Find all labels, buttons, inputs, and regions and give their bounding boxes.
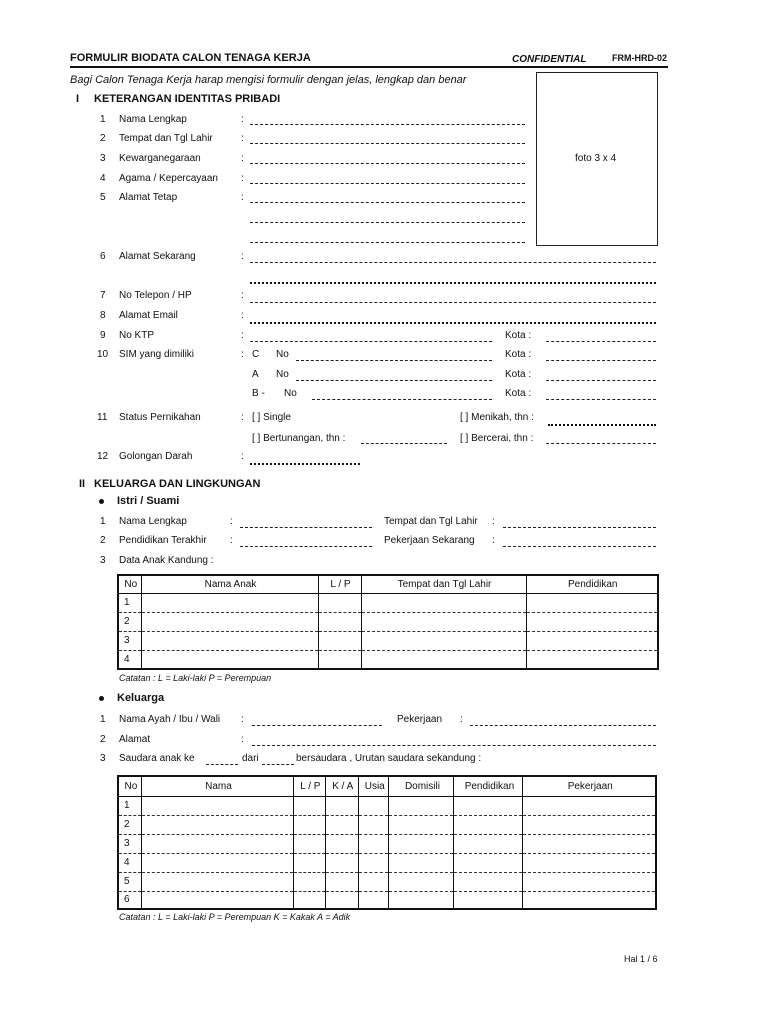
field-sim-c[interactable] bbox=[296, 360, 492, 361]
item-no: 4 bbox=[100, 173, 106, 184]
table-cell[interactable] bbox=[359, 796, 389, 815]
table-cell[interactable] bbox=[294, 853, 325, 872]
table-cell[interactable] bbox=[389, 853, 454, 872]
table-cell[interactable] bbox=[523, 796, 656, 815]
kota-label: Kota : bbox=[505, 330, 532, 341]
label-ktp: No KTP bbox=[119, 330, 155, 341]
item-no: 8 bbox=[100, 310, 106, 321]
col-header: Nama Anak bbox=[141, 575, 318, 593]
table-cell[interactable] bbox=[523, 872, 656, 891]
field-telepon[interactable] bbox=[250, 302, 656, 303]
col-header: Pendidikan bbox=[454, 776, 523, 796]
row-no: 4 bbox=[118, 650, 141, 669]
col-header: L / P bbox=[294, 776, 325, 796]
sim-type-c: C bbox=[252, 349, 260, 360]
table-row bbox=[118, 834, 656, 853]
colon: : bbox=[241, 290, 244, 301]
siblings-table bbox=[117, 775, 657, 910]
col-header: No bbox=[118, 776, 141, 796]
table-cell[interactable] bbox=[141, 796, 293, 815]
field-nama-lengkap[interactable] bbox=[250, 124, 525, 125]
row-no: 2 bbox=[118, 612, 141, 631]
item-no: 12 bbox=[97, 451, 109, 462]
table-row bbox=[118, 872, 656, 891]
col-header: K / A bbox=[325, 776, 358, 796]
item-no: 3 bbox=[100, 753, 106, 764]
siblings-note: Catatan : L = Laki-laki P = Perempuan K = Kakak A = Adik bbox=[119, 912, 351, 922]
label-telepon: No Telepon / HP bbox=[119, 290, 192, 301]
colon: : bbox=[492, 516, 495, 527]
item-no: 11 bbox=[97, 412, 108, 423]
sim-no-label: No bbox=[276, 349, 289, 360]
table-cell[interactable] bbox=[318, 631, 361, 650]
col-header: Usia bbox=[359, 776, 389, 796]
label-alamat-tetap: Alamat Tetap bbox=[119, 192, 178, 203]
field-alamat-sekarang-2[interactable] bbox=[250, 282, 656, 284]
colon: : bbox=[241, 451, 244, 462]
row-no: 1 bbox=[118, 796, 141, 815]
field-dari[interactable] bbox=[262, 764, 294, 765]
label-kewarganegaraan: Kewarganegaraan bbox=[119, 153, 201, 164]
field-pekerjaan-wali[interactable] bbox=[470, 725, 656, 726]
colon: : bbox=[460, 714, 463, 725]
table-cell[interactable] bbox=[454, 796, 523, 815]
bullet-icon bbox=[99, 499, 104, 504]
table-cell[interactable] bbox=[141, 853, 293, 872]
table-row bbox=[118, 891, 656, 909]
table-cell[interactable] bbox=[359, 872, 389, 891]
spouse-title: Istri / Suami bbox=[117, 495, 180, 507]
label-data-anak: Data Anak Kandung : bbox=[119, 555, 214, 566]
table-cell[interactable] bbox=[141, 872, 293, 891]
table-cell[interactable] bbox=[523, 815, 656, 834]
table-cell[interactable] bbox=[141, 650, 318, 669]
label-saudara-anak-ke: Saudara anak ke bbox=[119, 753, 195, 764]
label-spouse-nama: Nama Lengkap bbox=[119, 516, 187, 527]
kota-label: Kota : bbox=[505, 369, 532, 380]
field-spouse-pekerjaan[interactable] bbox=[503, 546, 656, 547]
colon: : bbox=[241, 349, 244, 360]
colon: : bbox=[241, 412, 244, 423]
table-cell[interactable] bbox=[325, 872, 358, 891]
field-nama-ayah-ibu[interactable] bbox=[252, 725, 382, 726]
table-cell[interactable] bbox=[454, 834, 523, 853]
field-bertunangan-thn[interactable] bbox=[361, 443, 447, 444]
page-number: Hal 1 / 6 bbox=[624, 954, 658, 964]
bullet-icon bbox=[99, 696, 104, 701]
label-alamat-keluarga: Alamat bbox=[119, 734, 151, 745]
status-single-checkbox[interactable]: [ ] Single bbox=[252, 412, 291, 423]
colon: : bbox=[230, 516, 233, 527]
section2-roman: II bbox=[79, 478, 86, 490]
table-cell[interactable] bbox=[454, 853, 523, 872]
item-no: 5 bbox=[100, 192, 106, 203]
table-row bbox=[118, 853, 656, 872]
colon: : bbox=[241, 714, 244, 725]
item-no: 2 bbox=[100, 734, 106, 745]
table-cell[interactable] bbox=[361, 650, 526, 669]
table-cell[interactable] bbox=[389, 891, 454, 909]
table-cell[interactable] bbox=[359, 834, 389, 853]
table-cell[interactable] bbox=[325, 815, 358, 834]
confidential-label: CONFIDENTIAL bbox=[512, 54, 587, 65]
form-title: FORMULIR BIODATA CALON TENAGA KERJA bbox=[70, 52, 311, 64]
item-no: 3 bbox=[100, 153, 106, 164]
status-menikah-checkbox[interactable]: [ ] Menikah, thn : bbox=[460, 412, 534, 423]
table-cell[interactable] bbox=[325, 796, 358, 815]
colon: : bbox=[241, 153, 244, 164]
photo-box bbox=[536, 72, 658, 246]
label-status-pernikahan: Status Pernikahan bbox=[119, 412, 201, 423]
table-cell[interactable] bbox=[361, 631, 526, 650]
children-note: Catatan : L = Laki-laki P = Perempuan bbox=[119, 673, 272, 683]
table-cell[interactable] bbox=[141, 815, 293, 834]
label-spouse-pendidikan: Pendidikan Terakhir bbox=[119, 535, 207, 546]
label-dari: dari bbox=[242, 753, 259, 764]
intro-text: Bagi Calon Tenaga Kerja harap mengisi formulir dengan jelas, lengkap dan benar bbox=[70, 74, 467, 86]
table-cell[interactable] bbox=[454, 891, 523, 909]
row-no: 1 bbox=[118, 593, 141, 612]
table-row bbox=[118, 815, 656, 834]
table-row bbox=[118, 612, 658, 631]
field-alamat-tetap-2[interactable] bbox=[250, 222, 525, 223]
sim-no-label: No bbox=[276, 369, 289, 380]
item-no: 6 bbox=[100, 251, 106, 262]
sim-type-a: A bbox=[252, 369, 259, 380]
colon: : bbox=[241, 330, 244, 341]
field-agama[interactable] bbox=[250, 183, 525, 184]
table-cell[interactable] bbox=[325, 891, 358, 909]
row-no: 6 bbox=[118, 891, 141, 909]
table-cell[interactable] bbox=[389, 815, 454, 834]
col-header: Domisili bbox=[389, 776, 454, 796]
table-cell[interactable] bbox=[389, 872, 454, 891]
table-cell[interactable] bbox=[389, 796, 454, 815]
label-spouse-ttl: Tempat dan Tgl Lahir bbox=[384, 516, 478, 527]
table-cell[interactable] bbox=[361, 612, 526, 631]
header-rule bbox=[70, 66, 668, 68]
sim-type-b: B - bbox=[252, 388, 265, 399]
item-no: 1 bbox=[100, 516, 106, 527]
row-no: 4 bbox=[118, 853, 141, 872]
label-nama-ayah-ibu: Nama Ayah / Ibu / Wali bbox=[119, 714, 221, 725]
table-cell[interactable] bbox=[526, 631, 658, 650]
table-cell[interactable] bbox=[454, 872, 523, 891]
table-cell[interactable] bbox=[526, 593, 658, 612]
col-header: Pendidikan bbox=[526, 575, 658, 593]
field-bercerai-thn[interactable] bbox=[546, 443, 656, 444]
table-cell[interactable] bbox=[454, 815, 523, 834]
table-cell[interactable] bbox=[294, 872, 325, 891]
field-email[interactable] bbox=[250, 322, 656, 324]
colon: : bbox=[241, 114, 244, 125]
family-title: Keluarga bbox=[117, 692, 165, 704]
field-tempat-tgl-lahir[interactable] bbox=[250, 143, 525, 144]
table-row bbox=[118, 593, 658, 612]
table-cell[interactable] bbox=[523, 853, 656, 872]
field-sim-a-kota[interactable] bbox=[546, 380, 656, 381]
label-spouse-pekerjaan: Pekerjaan Sekarang bbox=[384, 535, 475, 546]
field-sim-c-kota[interactable] bbox=[546, 360, 656, 361]
table-row bbox=[118, 650, 658, 669]
table-cell[interactable] bbox=[523, 891, 656, 909]
col-header: Tempat dan Tgl Lahir bbox=[361, 575, 526, 593]
field-sim-a[interactable] bbox=[296, 380, 492, 381]
colon: : bbox=[241, 310, 244, 321]
table-cell[interactable] bbox=[526, 650, 658, 669]
colon: : bbox=[241, 133, 244, 144]
item-no: 7 bbox=[100, 290, 106, 301]
kota-label: Kota : bbox=[505, 388, 532, 399]
table-cell[interactable] bbox=[523, 834, 656, 853]
row-no: 3 bbox=[118, 631, 141, 650]
section1-roman: I bbox=[76, 93, 80, 105]
label-email: Alamat Email bbox=[119, 310, 178, 321]
field-ktp-kota[interactable] bbox=[546, 341, 656, 342]
table-cell[interactable] bbox=[141, 593, 318, 612]
row-no: 2 bbox=[118, 815, 141, 834]
table-cell[interactable] bbox=[318, 593, 361, 612]
table-cell[interactable] bbox=[359, 891, 389, 909]
label-pekerjaan-wali: Pekerjaan bbox=[397, 714, 443, 725]
colon: : bbox=[241, 173, 244, 184]
field-golongan-darah[interactable] bbox=[250, 463, 360, 465]
table-cell[interactable] bbox=[318, 650, 361, 669]
table-cell[interactable] bbox=[141, 834, 293, 853]
field-sim-b[interactable] bbox=[312, 399, 492, 400]
col-header: Nama bbox=[141, 776, 293, 796]
field-menikah-thn[interactable] bbox=[548, 424, 656, 426]
table-cell[interactable] bbox=[294, 815, 325, 834]
status-bertunangan-checkbox[interactable]: [ ] Bertunangan, thn : bbox=[252, 433, 346, 444]
item-no: 2 bbox=[100, 535, 106, 546]
item-no: 1 bbox=[100, 114, 106, 125]
field-alamat-sekarang-1[interactable] bbox=[250, 262, 656, 263]
form-code: FRM-HRD-02 bbox=[612, 53, 667, 63]
label-alamat-sekarang: Alamat Sekarang bbox=[119, 251, 196, 262]
item-no: 9 bbox=[100, 330, 106, 341]
table-cell[interactable] bbox=[294, 891, 325, 909]
children-table bbox=[117, 574, 659, 670]
item-no: 10 bbox=[97, 349, 109, 360]
field-alamat-keluarga[interactable] bbox=[252, 745, 656, 746]
table-cell[interactable] bbox=[361, 593, 526, 612]
item-no: 1 bbox=[100, 714, 106, 725]
table-cell[interactable] bbox=[526, 612, 658, 631]
field-spouse-pendidikan[interactable] bbox=[240, 546, 372, 547]
field-alamat-tetap-3[interactable] bbox=[250, 242, 525, 243]
col-header: L / P bbox=[318, 575, 361, 593]
field-kewarganegaraan[interactable] bbox=[250, 163, 525, 164]
photo-label: foto 3 x 4 bbox=[575, 153, 617, 164]
table-cell[interactable] bbox=[294, 796, 325, 815]
field-ktp[interactable] bbox=[250, 341, 492, 342]
colon: : bbox=[241, 251, 244, 262]
sim-no-label: No bbox=[284, 388, 297, 399]
table-cell[interactable] bbox=[141, 891, 293, 909]
item-no: 2 bbox=[100, 133, 106, 144]
row-no: 5 bbox=[118, 872, 141, 891]
table-cell[interactable] bbox=[359, 815, 389, 834]
status-bercerai-checkbox[interactable]: [ ] Bercerai, thn : bbox=[460, 433, 534, 444]
label-nama-lengkap: Nama Lengkap bbox=[119, 114, 187, 125]
field-spouse-ttl[interactable] bbox=[503, 527, 656, 528]
table-cell[interactable] bbox=[318, 612, 361, 631]
table-cell[interactable] bbox=[141, 631, 318, 650]
table-cell[interactable] bbox=[325, 834, 358, 853]
label-tempat-tgl-lahir: Tempat dan Tgl Lahir bbox=[119, 133, 213, 144]
field-sim-b-kota[interactable] bbox=[546, 399, 656, 400]
table-cell[interactable] bbox=[359, 853, 389, 872]
table-row bbox=[118, 631, 658, 650]
colon: : bbox=[230, 535, 233, 546]
colon: : bbox=[241, 192, 244, 203]
label-sim: SIM yang dimiliki bbox=[119, 349, 195, 360]
field-alamat-tetap-1[interactable] bbox=[250, 202, 525, 203]
kota-label: Kota : bbox=[505, 349, 532, 360]
table-cell[interactable] bbox=[389, 834, 454, 853]
colon: : bbox=[241, 734, 244, 745]
row-no: 3 bbox=[118, 834, 141, 853]
table-cell[interactable] bbox=[325, 853, 358, 872]
table-cell[interactable] bbox=[294, 834, 325, 853]
colon: : bbox=[492, 535, 495, 546]
label-bersaudara: bersaudara , Urutan saudara sekandung : bbox=[296, 753, 482, 764]
field-anak-ke[interactable] bbox=[206, 764, 238, 765]
label-golongan-darah: Golongan Darah bbox=[119, 451, 193, 462]
table-cell[interactable] bbox=[141, 612, 318, 631]
col-header: No bbox=[118, 575, 141, 593]
field-spouse-nama[interactable] bbox=[240, 527, 372, 528]
section1-title: KETERANGAN IDENTITAS PRIBADI bbox=[94, 93, 281, 105]
table-row bbox=[118, 796, 656, 815]
label-agama: Agama / Kepercayaan bbox=[119, 173, 218, 184]
col-header: Pekerjaan bbox=[523, 776, 656, 796]
item-no: 3 bbox=[100, 555, 106, 566]
section2-title: KELUARGA DAN LINGKUNGAN bbox=[94, 478, 261, 490]
